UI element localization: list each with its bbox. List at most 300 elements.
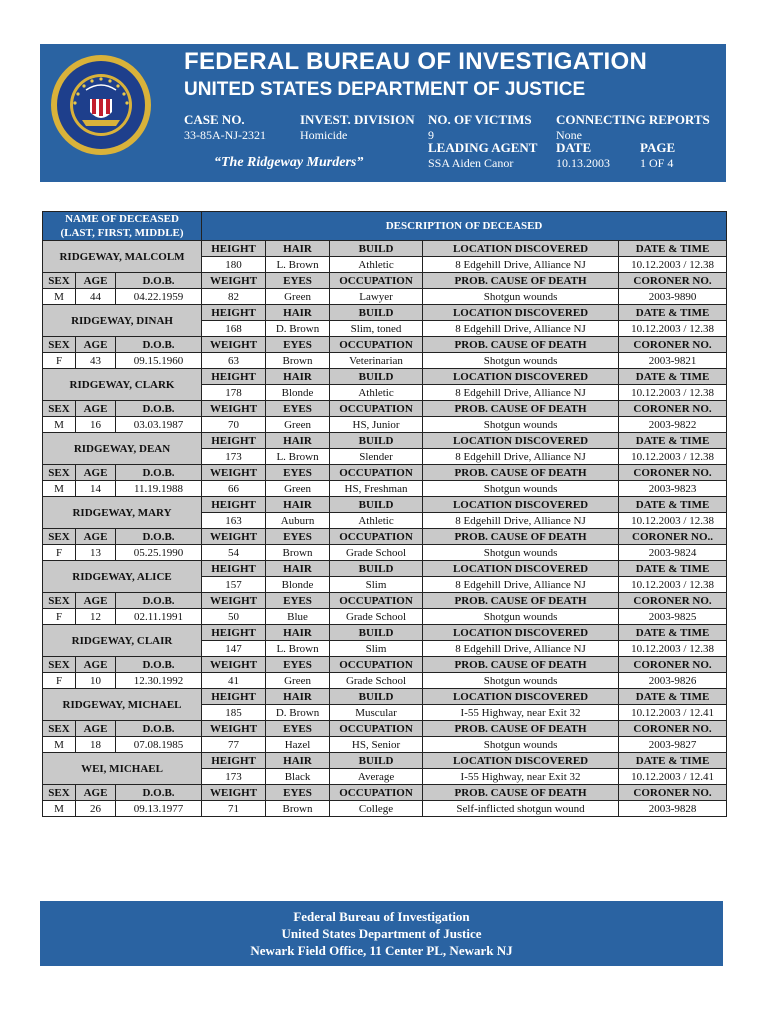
coroner-header: CORONER NO. xyxy=(619,721,727,737)
coroner-value: 2003-9828 xyxy=(619,801,727,817)
height-value: 185 xyxy=(202,705,266,721)
hair-header: HAIR xyxy=(266,305,330,321)
datetime-value: 10.12.2003 / 12.38 xyxy=(619,449,727,465)
coroner-header: CORONER NO. xyxy=(619,593,727,609)
height-value: 180 xyxy=(202,257,266,273)
victim-header-row xyxy=(43,753,727,769)
age-value: 26 xyxy=(76,801,116,817)
age-value: 18 xyxy=(76,737,116,753)
eyes-header: EYES xyxy=(266,785,330,801)
hair-value: Blonde xyxy=(266,385,330,401)
location-header: LOCATION DISCOVERED xyxy=(423,433,619,449)
location-value: 8 Edgehill Drive, Alliance NJ xyxy=(423,321,619,337)
build-header: BUILD xyxy=(330,305,423,321)
agent-label: LEADING AGENT xyxy=(428,140,538,155)
age-header: AGE xyxy=(76,593,116,609)
eyes-value: Hazel xyxy=(266,737,330,753)
weight-value: 50 xyxy=(202,609,266,625)
occupation-value: Grade School xyxy=(330,673,423,689)
sex-value: M xyxy=(43,737,76,753)
victim-detail-header-row xyxy=(43,337,727,353)
weight-value: 66 xyxy=(202,481,266,497)
cause-value: Shotgun wounds xyxy=(423,737,619,753)
case-title: “The Ridgeway Murders” xyxy=(214,155,364,170)
victim-detail-row xyxy=(43,481,727,497)
datetime-header: DATE & TIME xyxy=(619,625,727,641)
victim-detail-header-row xyxy=(43,273,727,289)
coroner-header: CORONER NO. xyxy=(619,273,727,289)
location-header: LOCATION DISCOVERED xyxy=(423,625,619,641)
age-value: 13 xyxy=(76,545,116,561)
dob-header: D.O.B. xyxy=(116,529,202,545)
height-value: 163 xyxy=(202,513,266,529)
coroner-value: 2003-9890 xyxy=(619,289,727,305)
cause-header: PROB. CAUSE OF DEATH xyxy=(423,721,619,737)
build-value: Average xyxy=(330,769,423,785)
division-label: INVEST. DIVISION xyxy=(300,112,415,127)
datetime-value: 10.12.2003 / 12.38 xyxy=(619,513,727,529)
hair-header: HAIR xyxy=(266,689,330,705)
sex-value: F xyxy=(43,673,76,689)
age-header: AGE xyxy=(76,657,116,673)
victim-name: RIDGEWAY, MALCOLM xyxy=(43,241,202,273)
victim-header-row xyxy=(43,561,727,577)
weight-header: WEIGHT xyxy=(202,593,266,609)
datetime-header: DATE & TIME xyxy=(619,561,727,577)
build-value: Slim, toned xyxy=(330,321,423,337)
agent-value: SSA Aiden Canor xyxy=(428,156,514,170)
victim-detail-header-row xyxy=(43,593,727,609)
datetime-value: 10.12.2003 / 12.41 xyxy=(619,705,727,721)
build-header: BUILD xyxy=(330,625,423,641)
build-value: Slim xyxy=(330,641,423,657)
victim-name: RIDGEWAY, CLARK xyxy=(43,369,202,401)
victim-name: RIDGEWAY, ALICE xyxy=(43,561,202,593)
build-value: Athletic xyxy=(330,513,423,529)
location-value: 8 Edgehill Drive, Alliance NJ xyxy=(423,449,619,465)
location-header: LOCATION DISCOVERED xyxy=(423,305,619,321)
victim-header-row xyxy=(43,241,727,257)
datetime-value: 10.12.2003 / 12.38 xyxy=(619,257,727,273)
reports-value: None xyxy=(556,128,582,142)
occupation-value: College xyxy=(330,801,423,817)
coroner-header: CORONER NO. xyxy=(619,785,727,801)
victim-header-row xyxy=(43,369,727,385)
cause-header: PROB. CAUSE OF DEATH xyxy=(423,401,619,417)
occupation-header: OCCUPATION xyxy=(330,721,423,737)
reports-label: CONNECTING REPORTS xyxy=(556,112,710,127)
hair-value: Auburn xyxy=(266,513,330,529)
victim-header-row xyxy=(43,625,727,641)
victim-header-row xyxy=(43,433,727,449)
eyes-header: EYES xyxy=(266,721,330,737)
occupation-header: OCCUPATION xyxy=(330,657,423,673)
cause-header: PROB. CAUSE OF DEATH xyxy=(423,465,619,481)
sex-value: M xyxy=(43,417,76,433)
eyes-value: Green xyxy=(266,673,330,689)
weight-value: 41 xyxy=(202,673,266,689)
weight-header: WEIGHT xyxy=(202,721,266,737)
weight-header: WEIGHT xyxy=(202,465,266,481)
cause-value: Shotgun wounds xyxy=(423,289,619,305)
height-value: 147 xyxy=(202,641,266,657)
location-value: I-55 Highway, near Exit 32 xyxy=(423,769,619,785)
location-header: LOCATION DISCOVERED xyxy=(423,497,619,513)
location-value: I-55 Highway, near Exit 32 xyxy=(423,705,619,721)
weight-header: WEIGHT xyxy=(202,785,266,801)
datetime-header: DATE & TIME xyxy=(619,241,727,257)
coroner-value: 2003-9821 xyxy=(619,353,727,369)
location-header: LOCATION DISCOVERED xyxy=(423,241,619,257)
case-no-label: CASE NO. xyxy=(184,112,245,127)
weight-header: WEIGHT xyxy=(202,657,266,673)
victim-detail-header-row xyxy=(43,465,727,481)
dob-header: D.O.B. xyxy=(116,593,202,609)
height-header: HEIGHT xyxy=(202,689,266,705)
build-header: BUILD xyxy=(330,689,423,705)
occupation-header: OCCUPATION xyxy=(330,401,423,417)
weight-header: WEIGHT xyxy=(202,337,266,353)
dob-value: 05.25.1990 xyxy=(116,545,202,561)
age-value: 12 xyxy=(76,609,116,625)
dob-value: 02.11.1991 xyxy=(116,609,202,625)
age-header: AGE xyxy=(76,273,116,289)
sex-header: SEX xyxy=(43,273,76,289)
weight-value: 70 xyxy=(202,417,266,433)
victim-detail-header-row xyxy=(43,785,727,801)
occupation-header: OCCUPATION xyxy=(330,337,423,353)
coroner-header: CORONER NO. xyxy=(619,401,727,417)
victim-detail-header-row xyxy=(43,721,727,737)
dob-header: D.O.B. xyxy=(116,337,202,353)
height-header: HEIGHT xyxy=(202,625,266,641)
location-value: 8 Edgehill Drive, Alliance NJ xyxy=(423,577,619,593)
sex-value: F xyxy=(43,609,76,625)
hair-value: L. Brown xyxy=(266,449,330,465)
datetime-header: DATE & TIME xyxy=(619,433,727,449)
occupation-value: Grade School xyxy=(330,609,423,625)
sex-header: SEX xyxy=(43,785,76,801)
age-header: AGE xyxy=(76,337,116,353)
page-value: 1 OF 4 xyxy=(640,156,674,170)
cause-value: Shotgun wounds xyxy=(423,545,619,561)
build-header: BUILD xyxy=(330,753,423,769)
victim-name: RIDGEWAY, DEAN xyxy=(43,433,202,465)
victim-detail-row xyxy=(43,609,727,625)
eyes-header: EYES xyxy=(266,593,330,609)
hair-value: L. Brown xyxy=(266,641,330,657)
cause-value: Shotgun wounds xyxy=(423,353,619,369)
date-label: DATE xyxy=(556,140,592,155)
eyes-header: EYES xyxy=(266,273,330,289)
height-header: HEIGHT xyxy=(202,433,266,449)
dob-header: D.O.B. xyxy=(116,657,202,673)
sex-header: SEX xyxy=(43,529,76,545)
victim-detail-row xyxy=(43,353,727,369)
victim-detail-header-row xyxy=(43,657,727,673)
victim-detail-header-row xyxy=(43,529,727,545)
report-footer xyxy=(40,901,723,966)
age-value: 16 xyxy=(76,417,116,433)
age-value: 10 xyxy=(76,673,116,689)
height-header: HEIGHT xyxy=(202,497,266,513)
hair-value: L. Brown xyxy=(266,257,330,273)
build-header: BUILD xyxy=(330,433,423,449)
eyes-value: Green xyxy=(266,289,330,305)
fbi-seal-icon xyxy=(50,54,152,156)
dob-value: 04.22.1959 xyxy=(116,289,202,305)
dob-value: 09.15.1960 xyxy=(116,353,202,369)
footer-line-department: United States Department of Justice xyxy=(281,926,482,941)
eyes-header: EYES xyxy=(266,529,330,545)
eyes-header: EYES xyxy=(266,337,330,353)
occupation-value: HS, Junior xyxy=(330,417,423,433)
weight-value: 54 xyxy=(202,545,266,561)
build-value: Slender xyxy=(330,449,423,465)
hair-value: Black xyxy=(266,769,330,785)
cause-header: PROB. CAUSE OF DEATH xyxy=(423,785,619,801)
occupation-header: OCCUPATION xyxy=(330,593,423,609)
age-value: 14 xyxy=(76,481,116,497)
agency-title: FEDERAL BUREAU OF INVESTIGATION xyxy=(184,48,648,75)
height-header: HEIGHT xyxy=(202,369,266,385)
datetime-header: DATE & TIME xyxy=(619,497,727,513)
dob-value: 11.19.1988 xyxy=(116,481,202,497)
weight-value: 63 xyxy=(202,353,266,369)
eyes-value: Blue xyxy=(266,609,330,625)
height-value: 178 xyxy=(202,385,266,401)
sex-header: SEX xyxy=(43,465,76,481)
occupation-value: Lawyer xyxy=(330,289,423,305)
sex-header: SEX xyxy=(43,593,76,609)
page-label: PAGE xyxy=(640,140,676,155)
build-value: Muscular xyxy=(330,705,423,721)
location-value: 8 Edgehill Drive, Alliance NJ xyxy=(423,257,619,273)
build-header: BUILD xyxy=(330,497,423,513)
height-header: HEIGHT xyxy=(202,241,266,257)
location-header: LOCATION DISCOVERED xyxy=(423,369,619,385)
victim-name: WEI, MICHAEL xyxy=(43,753,202,785)
sex-header: SEX xyxy=(43,401,76,417)
name-header-line1: NAME OF DECEASED xyxy=(65,213,179,225)
eyes-value: Brown xyxy=(266,353,330,369)
victims-value: 9 xyxy=(428,128,434,142)
victim-name: RIDGEWAY, MICHAEL xyxy=(43,689,202,721)
cause-value: Self-inflicted shotgun wound xyxy=(423,801,619,817)
hair-header: HAIR xyxy=(266,241,330,257)
height-value: 173 xyxy=(202,769,266,785)
hair-header: HAIR xyxy=(266,561,330,577)
occupation-value: Veterinarian xyxy=(330,353,423,369)
sex-value: M xyxy=(43,289,76,305)
location-value: 8 Edgehill Drive, Alliance NJ xyxy=(423,513,619,529)
age-value: 43 xyxy=(76,353,116,369)
victim-name: RIDGEWAY, MARY xyxy=(43,497,202,529)
weight-value: 82 xyxy=(202,289,266,305)
build-header: BUILD xyxy=(330,561,423,577)
weight-value: 71 xyxy=(202,801,266,817)
dob-header: D.O.B. xyxy=(116,785,202,801)
victim-detail-header-row xyxy=(43,401,727,417)
weight-header: WEIGHT xyxy=(202,529,266,545)
eyes-header: EYES xyxy=(266,657,330,673)
occupation-value: Grade School xyxy=(330,545,423,561)
victim-detail-row xyxy=(43,417,727,433)
age-header: AGE xyxy=(76,465,116,481)
coroner-value: 2003-9827 xyxy=(619,737,727,753)
hair-header: HAIR xyxy=(266,369,330,385)
hair-value: Blonde xyxy=(266,577,330,593)
victim-header-row xyxy=(43,497,727,513)
name-column-header xyxy=(43,212,202,241)
coroner-header: CORONER NO. xyxy=(619,465,727,481)
age-header: AGE xyxy=(76,721,116,737)
build-value: Athletic xyxy=(330,385,423,401)
hair-value: D. Brown xyxy=(266,321,330,337)
footer-line-office: Newark Field Office, 11 Center PL, Newark NJ xyxy=(250,943,513,958)
age-value: 44 xyxy=(76,289,116,305)
height-value: 173 xyxy=(202,449,266,465)
victim-detail-row xyxy=(43,545,727,561)
location-value: 8 Edgehill Drive, Alliance NJ xyxy=(423,385,619,401)
sex-value: F xyxy=(43,353,76,369)
cause-value: Shotgun wounds xyxy=(423,417,619,433)
hair-header: HAIR xyxy=(266,433,330,449)
coroner-value: 2003-9825 xyxy=(619,609,727,625)
victim-detail-row xyxy=(43,801,727,817)
height-value: 157 xyxy=(202,577,266,593)
cause-header: PROB. CAUSE OF DEATH xyxy=(423,657,619,673)
cause-value: Shotgun wounds xyxy=(423,481,619,497)
location-header: LOCATION DISCOVERED xyxy=(423,689,619,705)
datetime-value: 10.12.2003 / 12.38 xyxy=(619,641,727,657)
cause-header: PROB. CAUSE OF DEATH xyxy=(423,593,619,609)
eyes-header: EYES xyxy=(266,465,330,481)
location-value: 8 Edgehill Drive, Alliance NJ xyxy=(423,641,619,657)
datetime-value: 10.12.2003 / 12.41 xyxy=(619,769,727,785)
datetime-value: 10.12.2003 / 12.38 xyxy=(619,577,727,593)
victim-name: RIDGEWAY, DINAH xyxy=(43,305,202,337)
coroner-header: CORONER NO.. xyxy=(619,529,727,545)
cause-header: PROB. CAUSE OF DEATH xyxy=(423,529,619,545)
dob-value: 03.03.1987 xyxy=(116,417,202,433)
dob-value: 12.30.1992 xyxy=(116,673,202,689)
build-header: BUILD xyxy=(330,369,423,385)
report-header xyxy=(40,44,726,182)
height-value: 168 xyxy=(202,321,266,337)
weight-header: WEIGHT xyxy=(202,401,266,417)
cause-value: Shotgun wounds xyxy=(423,609,619,625)
location-header: LOCATION DISCOVERED xyxy=(423,753,619,769)
hair-header: HAIR xyxy=(266,625,330,641)
deceased-rows xyxy=(43,241,727,817)
dob-header: D.O.B. xyxy=(116,721,202,737)
age-header: AGE xyxy=(76,785,116,801)
height-header: HEIGHT xyxy=(202,753,266,769)
datetime-header: DATE & TIME xyxy=(619,305,727,321)
occupation-header: OCCUPATION xyxy=(330,465,423,481)
victim-header-row xyxy=(43,689,727,705)
name-header-line2: (LAST, FIRST, MIDDLE) xyxy=(60,227,184,239)
division-value: Homicide xyxy=(300,128,348,142)
location-header: LOCATION DISCOVERED xyxy=(423,561,619,577)
dob-header: D.O.B. xyxy=(116,273,202,289)
dob-value: 09.13.1977 xyxy=(116,801,202,817)
eyes-value: Brown xyxy=(266,801,330,817)
occupation-header: OCCUPATION xyxy=(330,273,423,289)
eyes-value: Green xyxy=(266,481,330,497)
coroner-value: 2003-9822 xyxy=(619,417,727,433)
dob-header: D.O.B. xyxy=(116,401,202,417)
victim-detail-row xyxy=(43,289,727,305)
occupation-value: HS, Senior xyxy=(330,737,423,753)
cause-header: PROB. CAUSE OF DEATH xyxy=(423,337,619,353)
occupation-value: HS, Freshman xyxy=(330,481,423,497)
coroner-value: 2003-9823 xyxy=(619,481,727,497)
datetime-header: DATE & TIME xyxy=(619,753,727,769)
case-no-value: 33-85A-NJ-2321 xyxy=(184,128,266,142)
hair-header: HAIR xyxy=(266,497,330,513)
date-value: 10.13.2003 xyxy=(556,156,610,170)
victim-header-row xyxy=(43,305,727,321)
table-header-row xyxy=(43,212,727,241)
department-title: UNITED STATES DEPARTMENT OF JUSTICE xyxy=(184,79,586,100)
age-header: AGE xyxy=(76,529,116,545)
weight-value: 77 xyxy=(202,737,266,753)
build-header: BUILD xyxy=(330,241,423,257)
occupation-header: OCCUPATION xyxy=(330,785,423,801)
eyes-value: Green xyxy=(266,417,330,433)
hair-header: HAIR xyxy=(266,753,330,769)
description-column-header: DESCRIPTION OF DECEASED xyxy=(202,212,727,241)
deceased-table xyxy=(42,211,727,817)
build-value: Slim xyxy=(330,577,423,593)
sex-header: SEX xyxy=(43,657,76,673)
coroner-value: 2003-9824 xyxy=(619,545,727,561)
age-header: AGE xyxy=(76,401,116,417)
cause-value: Shotgun wounds xyxy=(423,673,619,689)
datetime-value: 10.12.2003 / 12.38 xyxy=(619,385,727,401)
footer-line-agency: Federal Bureau of Investigation xyxy=(293,909,470,924)
dob-value: 07.08.1985 xyxy=(116,737,202,753)
weight-header: WEIGHT xyxy=(202,273,266,289)
victims-label: NO. OF VICTIMS xyxy=(428,112,532,127)
coroner-header: CORONER NO. xyxy=(619,337,727,353)
sex-value: F xyxy=(43,545,76,561)
height-header: HEIGHT xyxy=(202,305,266,321)
datetime-value: 10.12.2003 / 12.38 xyxy=(619,321,727,337)
eyes-value: Brown xyxy=(266,545,330,561)
victim-name: RIDGEWAY, CLAIR xyxy=(43,625,202,657)
dob-header: D.O.B. xyxy=(116,465,202,481)
coroner-value: 2003-9826 xyxy=(619,673,727,689)
sex-header: SEX xyxy=(43,721,76,737)
victim-detail-row xyxy=(43,673,727,689)
height-header: HEIGHT xyxy=(202,561,266,577)
build-value: Athletic xyxy=(330,257,423,273)
datetime-header: DATE & TIME xyxy=(619,689,727,705)
coroner-header: CORONER NO. xyxy=(619,657,727,673)
sex-header: SEX xyxy=(43,337,76,353)
datetime-header: DATE & TIME xyxy=(619,369,727,385)
hair-value: D. Brown xyxy=(266,705,330,721)
occupation-header: OCCUPATION xyxy=(330,529,423,545)
cause-header: PROB. CAUSE OF DEATH xyxy=(423,273,619,289)
sex-value: M xyxy=(43,801,76,817)
victim-detail-row xyxy=(43,737,727,753)
sex-value: M xyxy=(43,481,76,497)
eyes-header: EYES xyxy=(266,401,330,417)
